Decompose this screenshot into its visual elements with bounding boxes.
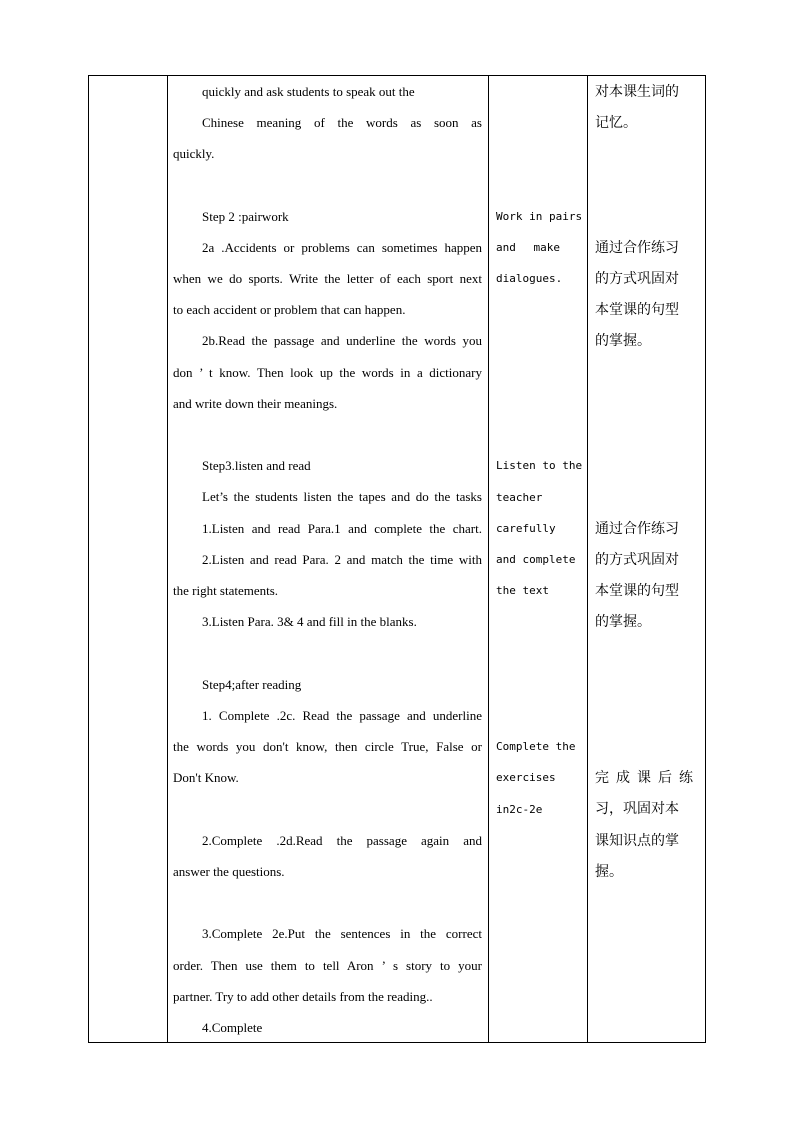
column-divider [587,75,588,1043]
student-text: in2c-2e [496,803,543,816]
purpose-text: 习，巩固对本 [595,801,679,817]
purpose-text: 通过合作练习 [595,240,679,256]
student-text: Complete the [496,740,576,753]
purpose-text: 本堂课的句型 [595,583,679,599]
purpose-text: 完成课后练 [595,770,693,786]
activity-text: quickly. [173,146,215,161]
student-text: the text [496,584,549,597]
student-text: Listen to the [496,459,583,472]
activity-text: don ’ t know. Then look up the words in a dictionary [173,365,482,380]
activity-text: 2b.Read the passage and underline the words you [202,333,482,348]
purpose-text: 对本课生词的 [595,84,679,100]
purpose-text: 握。 [595,864,623,880]
activity-text: to each accident or problem that can happen. [173,302,406,317]
purpose-text: 课知识点的掌 [595,833,679,849]
step-heading: Step 2 :pairwork [202,209,289,224]
activity-text: 2.Complete .2d.Read the passage again and [202,833,482,848]
activity-text: 3.Listen Para. 3& 4 and fill in the blanks. [202,614,417,629]
activity-text: 3.Complete 2e.Put the sentences in the correct [202,926,482,941]
activity-text: Let’s the students listen the tapes and do the tasks [202,489,482,504]
activity-text: the words you don't know, then circle True, False or [173,739,482,754]
activity-text: partner. Try to add other details from the reading.. [173,989,433,1004]
activity-text: 2.Listen and read Para. 2 and match the time with [202,552,482,567]
column-divider [167,75,168,1043]
activity-text: when we do sports. Write the letter of each sport next [173,271,482,286]
purpose-text: 通过合作练习 [595,521,679,537]
purpose-text: 的掌握。 [595,333,651,349]
activity-text: Don't Know. [173,770,239,785]
activity-text: 1. Complete .2c. Read the passage and underline [202,708,482,723]
student-text: and make [496,241,560,254]
purpose-text: 本堂课的句型 [595,302,679,318]
activity-text: quickly and ask students to speak out the [202,84,415,99]
student-text: dialogues. [496,272,563,285]
activity-text: and write down their meanings. [173,396,338,411]
activity-text: the right statements. [173,583,279,598]
column-divider [488,75,489,1043]
activity-text: 4.Complete [202,1020,263,1035]
student-text: teacher [496,491,543,504]
step-heading: Step3.listen and read [202,458,311,473]
student-text: and complete [496,553,576,566]
activity-text: 2a .Accidents or problems can sometimes happen [202,240,482,255]
student-text: carefully [496,522,556,535]
activity-text: answer the questions. [173,864,285,879]
purpose-text: 记忆。 [595,115,637,131]
step-heading: Step4;after reading [202,677,302,692]
activity-text: order. Then use them to tell Aron ’ s story to your [173,958,482,973]
activity-text: Chinese meaning of the words as soon as [202,115,482,130]
student-text: Work in pairs [496,210,583,223]
activity-text: 1.Listen and read Para.1 and complete the chart. [202,521,482,536]
purpose-text: 的方式巩固对 [595,552,679,568]
student-text: exercises [496,771,556,784]
purpose-text: 的方式巩固对 [595,271,679,287]
purpose-text: 的掌握。 [595,614,651,630]
